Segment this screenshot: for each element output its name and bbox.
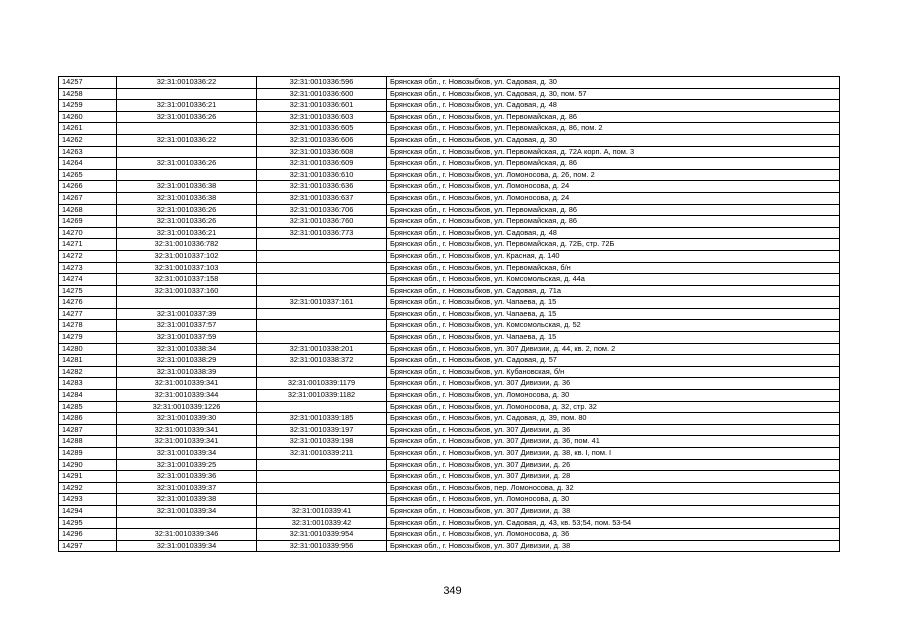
parcel-cadastral-number-cell: 32:31:0010339:341 <box>117 378 257 390</box>
object-cadastral-number-cell: 32:31:0010336:760 <box>257 216 387 228</box>
object-cadastral-number-cell <box>257 494 387 506</box>
parcel-cadastral-number-cell: 32:31:0010336:782 <box>117 239 257 251</box>
address-cell: Брянская обл., г. Новозыбков, ул. 307 Дивизии, д. 44, кв. 2, пом. 2 <box>387 343 840 355</box>
table-row <box>59 262 840 274</box>
address-cell: Брянская обл., г. Новозыбков, ул. Ломоносова, д. 24 <box>387 181 840 193</box>
parcel-cadastral-number-cell: 32:31:0010337:160 <box>117 285 257 297</box>
row-number-cell: 14284 <box>59 390 117 402</box>
parcel-cadastral-number-cell: 32:31:0010337:57 <box>117 320 257 332</box>
row-number-cell: 14270 <box>59 227 117 239</box>
object-cadastral-number-cell <box>257 320 387 332</box>
address-cell: Брянская обл., г. Новозыбков, ул. 307 Дивизии, д. 38, кв. I, пом. I <box>387 448 840 460</box>
object-cadastral-number-cell: 32:31:0010336:637 <box>257 192 387 204</box>
address-cell: Брянская обл., г. Новозыбков, ул. Красная, д. 140 <box>387 250 840 262</box>
cadastral-table <box>58 76 840 552</box>
table-row <box>59 343 840 355</box>
row-number-cell: 14287 <box>59 424 117 436</box>
address-cell: Брянская обл., г. Новозыбков, ул. Кубановская, б/н <box>387 366 840 378</box>
parcel-cadastral-number-cell: 32:31:0010336:26 <box>117 158 257 170</box>
parcel-cadastral-number-cell: 32:31:0010336:38 <box>117 181 257 193</box>
parcel-cadastral-number-cell: 32:31:0010336:21 <box>117 227 257 239</box>
object-cadastral-number-cell: 32:31:0010336:706 <box>257 204 387 216</box>
parcel-cadastral-number-cell <box>117 517 257 529</box>
parcel-cadastral-number-cell: 32:31:0010339:344 <box>117 390 257 402</box>
parcel-cadastral-number-cell: 32:31:0010336:22 <box>117 134 257 146</box>
table-row <box>59 482 840 494</box>
address-cell: Брянская обл., г. Новозыбков, ул. Первомайская, д. 86 <box>387 204 840 216</box>
object-cadastral-number-cell: 32:31:0010336:600 <box>257 88 387 100</box>
row-number-cell: 14293 <box>59 494 117 506</box>
table-row <box>59 192 840 204</box>
object-cadastral-number-cell: 32:31:0010336:606 <box>257 134 387 146</box>
object-cadastral-number-cell: 32:31:0010339:956 <box>257 540 387 552</box>
parcel-cadastral-number-cell: 32:31:0010339:34 <box>117 540 257 552</box>
row-number-cell: 14265 <box>59 169 117 181</box>
row-number-cell: 14282 <box>59 366 117 378</box>
object-cadastral-number-cell <box>257 308 387 320</box>
parcel-cadastral-number-cell: 32:31:0010336:21 <box>117 100 257 112</box>
parcel-cadastral-number-cell: 32:31:0010339:25 <box>117 459 257 471</box>
parcel-cadastral-number-cell <box>117 88 257 100</box>
parcel-cadastral-number-cell: 32:31:0010338:34 <box>117 343 257 355</box>
row-number-cell: 14274 <box>59 274 117 286</box>
table-row <box>59 436 840 448</box>
row-number-cell: 14290 <box>59 459 117 471</box>
object-cadastral-number-cell: 32:31:0010336:603 <box>257 111 387 123</box>
object-cadastral-number-cell: 32:31:0010336:773 <box>257 227 387 239</box>
row-number-cell: 14283 <box>59 378 117 390</box>
object-cadastral-number-cell <box>257 239 387 251</box>
address-cell: Брянская обл., г. Новозыбков, ул. 307 Дивизии, д. 26 <box>387 459 840 471</box>
object-cadastral-number-cell: 32:31:0010338:201 <box>257 343 387 355</box>
table-row <box>59 111 840 123</box>
table-row <box>59 204 840 216</box>
parcel-cadastral-number-cell: 32:31:0010339:34 <box>117 448 257 460</box>
table-row <box>59 169 840 181</box>
row-number-cell: 14291 <box>59 471 117 483</box>
parcel-cadastral-number-cell: 32:31:0010337:102 <box>117 250 257 262</box>
table-row <box>59 517 840 529</box>
row-number-cell: 14281 <box>59 355 117 367</box>
address-cell: Брянская обл., г. Новозыбков, ул. Садовая, д. 30 <box>387 77 840 89</box>
object-cadastral-number-cell: 32:31:0010337:161 <box>257 297 387 309</box>
row-number-cell: 14276 <box>59 297 117 309</box>
parcel-cadastral-number-cell: 32:31:0010337:158 <box>117 274 257 286</box>
object-cadastral-number-cell <box>257 401 387 413</box>
parcel-cadastral-number-cell: 32:31:0010336:38 <box>117 192 257 204</box>
parcel-cadastral-number-cell: 32:31:0010339:36 <box>117 471 257 483</box>
table-row <box>59 424 840 436</box>
table-row <box>59 401 840 413</box>
parcel-cadastral-number-cell: 32:31:0010339:34 <box>117 505 257 517</box>
address-cell: Брянская обл., г. Новозыбков, ул. Садовая, д. 30, пом. 57 <box>387 88 840 100</box>
row-number-cell: 14264 <box>59 158 117 170</box>
row-number-cell: 14280 <box>59 343 117 355</box>
table-row <box>59 390 840 402</box>
table-row <box>59 366 840 378</box>
table-row <box>59 158 840 170</box>
object-cadastral-number-cell <box>257 274 387 286</box>
row-number-cell: 14258 <box>59 88 117 100</box>
table-row <box>59 274 840 286</box>
parcel-cadastral-number-cell: 32:31:0010336:22 <box>117 77 257 89</box>
table-row <box>59 378 840 390</box>
table-row <box>59 181 840 193</box>
parcel-cadastral-number-cell: 32:31:0010338:29 <box>117 355 257 367</box>
table-row <box>59 250 840 262</box>
object-cadastral-number-cell: 32:31:0010336:636 <box>257 181 387 193</box>
object-cadastral-number-cell: 32:31:0010336:610 <box>257 169 387 181</box>
address-cell: Брянская обл., г. Новозыбков, ул. Первомайская, д. 86 <box>387 216 840 228</box>
address-cell: Брянская обл., г. Новозыбков, пер. Ломоносова, д. 32 <box>387 482 840 494</box>
table-row <box>59 332 840 344</box>
address-cell: Брянская обл., г. Новозыбков, ул. Ломоносова, д. 30 <box>387 494 840 506</box>
address-cell: Брянская обл., г. Новозыбков, ул. Ломоносова, д. 24 <box>387 192 840 204</box>
parcel-cadastral-number-cell: 32:31:0010339:1226 <box>117 401 257 413</box>
row-number-cell: 14278 <box>59 320 117 332</box>
object-cadastral-number-cell <box>257 285 387 297</box>
object-cadastral-number-cell: 32:31:0010336:601 <box>257 100 387 112</box>
address-cell: Брянская обл., г. Новозыбков, ул. 307 Дивизии, д. 36 <box>387 378 840 390</box>
object-cadastral-number-cell <box>257 482 387 494</box>
object-cadastral-number-cell: 32:31:0010336:609 <box>257 158 387 170</box>
object-cadastral-number-cell <box>257 262 387 274</box>
table-row <box>59 355 840 367</box>
address-cell: Брянская обл., г. Новозыбков, ул. Чапаева, д. 15 <box>387 308 840 320</box>
table-row <box>59 529 840 541</box>
table-row <box>59 216 840 228</box>
object-cadastral-number-cell: 32:31:0010336:596 <box>257 77 387 89</box>
address-cell: Брянская обл., г. Новозыбков, ул. Садовая, д. 43, кв. 53;54, пом. 53-54 <box>387 517 840 529</box>
row-number-cell: 14266 <box>59 181 117 193</box>
table-row <box>59 88 840 100</box>
table-row <box>59 413 840 425</box>
object-cadastral-number-cell: 32:31:0010339:197 <box>257 424 387 436</box>
parcel-cadastral-number-cell: 32:31:0010336:26 <box>117 216 257 228</box>
row-number-cell: 14279 <box>59 332 117 344</box>
object-cadastral-number-cell: 32:31:0010339:41 <box>257 505 387 517</box>
address-cell: Брянская обл., г. Новозыбков, ул. Первомайская, д. 86 <box>387 158 840 170</box>
object-cadastral-number-cell <box>257 332 387 344</box>
row-number-cell: 14296 <box>59 529 117 541</box>
object-cadastral-number-cell: 32:31:0010339:211 <box>257 448 387 460</box>
object-cadastral-number-cell <box>257 250 387 262</box>
object-cadastral-number-cell <box>257 459 387 471</box>
table-row <box>59 146 840 158</box>
address-cell: Брянская обл., г. Новозыбков, ул. Первомайская, д. 86, пом. 2 <box>387 123 840 135</box>
address-cell: Брянская обл., г. Новозыбков, ул. Первомайская, б/н <box>387 262 840 274</box>
address-cell: Брянская обл., г. Новозыбков, ул. Чапаева, д. 15 <box>387 297 840 309</box>
parcel-cadastral-number-cell: 32:31:0010339:30 <box>117 413 257 425</box>
address-cell: Брянская обл., г. Новозыбков, ул. Первомайская, д. 72А корп. А, пом. 3 <box>387 146 840 158</box>
address-cell: Брянская обл., г. Новозыбков, ул. Садовая, д. 48 <box>387 227 840 239</box>
parcel-cadastral-number-cell: 32:31:0010336:26 <box>117 111 257 123</box>
table-row <box>59 459 840 471</box>
row-number-cell: 14257 <box>59 77 117 89</box>
row-number-cell: 14295 <box>59 517 117 529</box>
object-cadastral-number-cell: 32:31:0010339:1182 <box>257 390 387 402</box>
address-cell: Брянская обл., г. Новозыбков, ул. Первомайская, д. 72Б, стр. 72Б <box>387 239 840 251</box>
address-cell: Брянская обл., г. Новозыбков, ул. Садовая, д. 71а <box>387 285 840 297</box>
table-row <box>59 320 840 332</box>
address-cell: Брянская обл., г. Новозыбков, ул. 307 Дивизии, д. 28 <box>387 471 840 483</box>
row-number-cell: 14292 <box>59 482 117 494</box>
address-cell: Брянская обл., г. Новозыбков, ул. 307 Дивизии, д. 38 <box>387 505 840 517</box>
table-row <box>59 227 840 239</box>
object-cadastral-number-cell <box>257 366 387 378</box>
object-cadastral-number-cell: 32:31:0010339:1179 <box>257 378 387 390</box>
parcel-cadastral-number-cell: 32:31:0010339:37 <box>117 482 257 494</box>
object-cadastral-number-cell: 32:31:0010338:372 <box>257 355 387 367</box>
row-number-cell: 14297 <box>59 540 117 552</box>
table-row <box>59 494 840 506</box>
parcel-cadastral-number-cell: 32:31:0010339:341 <box>117 436 257 448</box>
row-number-cell: 14267 <box>59 192 117 204</box>
row-number-cell: 14294 <box>59 505 117 517</box>
table-row <box>59 308 840 320</box>
table-row <box>59 239 840 251</box>
table-row <box>59 100 840 112</box>
row-number-cell: 14272 <box>59 250 117 262</box>
table-row <box>59 471 840 483</box>
row-number-cell: 14285 <box>59 401 117 413</box>
address-cell: Брянская обл., г. Новозыбков, ул. Садовая, д. 39, пом. 80 <box>387 413 840 425</box>
parcel-cadastral-number-cell <box>117 169 257 181</box>
table-row <box>59 540 840 552</box>
address-cell: Брянская обл., г. Новозыбков, ул. Ломоносова, д. 36 <box>387 529 840 541</box>
row-number-cell: 14261 <box>59 123 117 135</box>
address-cell: Брянская обл., г. Новозыбков, ул. Садовая, д. 48 <box>387 100 840 112</box>
object-cadastral-number-cell: 32:31:0010339:185 <box>257 413 387 425</box>
parcel-cadastral-number-cell: 32:31:0010338:39 <box>117 366 257 378</box>
object-cadastral-number-cell: 32:31:0010339:954 <box>257 529 387 541</box>
parcel-cadastral-number-cell: 32:31:0010336:26 <box>117 204 257 216</box>
address-cell: Брянская обл., г. Новозыбков, ул. Комсомольская, д. 44а <box>387 274 840 286</box>
parcel-cadastral-number-cell: 32:31:0010339:346 <box>117 529 257 541</box>
row-number-cell: 14269 <box>59 216 117 228</box>
row-number-cell: 14277 <box>59 308 117 320</box>
address-cell: Брянская обл., г. Новозыбков, ул. 307 Дивизии, д. 38 <box>387 540 840 552</box>
table-row <box>59 77 840 89</box>
address-cell: Брянская обл., г. Новозыбков, ул. Ломоносова, д. 26, пом. 2 <box>387 169 840 181</box>
table-row <box>59 123 840 135</box>
table-body <box>59 77 840 552</box>
row-number-cell: 14271 <box>59 239 117 251</box>
address-cell: Брянская обл., г. Новозыбков, ул. Садовая, д. 30 <box>387 134 840 146</box>
parcel-cadastral-number-cell <box>117 297 257 309</box>
table-row <box>59 448 840 460</box>
row-number-cell: 14289 <box>59 448 117 460</box>
parcel-cadastral-number-cell <box>117 146 257 158</box>
page-number: 349 <box>443 585 462 597</box>
object-cadastral-number-cell: 32:31:0010336:608 <box>257 146 387 158</box>
table-row <box>59 297 840 309</box>
row-number-cell: 14288 <box>59 436 117 448</box>
table-row <box>59 285 840 297</box>
parcel-cadastral-number-cell: 32:31:0010337:103 <box>117 262 257 274</box>
address-cell: Брянская обл., г. Новозыбков, ул. Первомайская, д. 86 <box>387 111 840 123</box>
parcel-cadastral-number-cell: 32:31:0010337:39 <box>117 308 257 320</box>
object-cadastral-number-cell: 32:31:0010336:605 <box>257 123 387 135</box>
parcel-cadastral-number-cell: 32:31:0010339:38 <box>117 494 257 506</box>
row-number-cell: 14260 <box>59 111 117 123</box>
address-cell: Брянская обл., г. Новозыбков, ул. 307 Дивизии, д. 36, пом. 41 <box>387 436 840 448</box>
address-cell: Брянская обл., г. Новозыбков, ул. Садовая, д. 57 <box>387 355 840 367</box>
row-number-cell: 14268 <box>59 204 117 216</box>
row-number-cell: 14275 <box>59 285 117 297</box>
address-cell: Брянская обл., г. Новозыбков, ул. Чапаева, д. 15 <box>387 332 840 344</box>
address-cell: Брянская обл., г. Новозыбков, ул. Ломоносова, д. 30 <box>387 390 840 402</box>
table-row <box>59 505 840 517</box>
address-cell: Брянская обл., г. Новозыбков, ул. Ломоносова, д. 32, стр. 32 <box>387 401 840 413</box>
row-number-cell: 14259 <box>59 100 117 112</box>
table-row <box>59 134 840 146</box>
object-cadastral-number-cell <box>257 471 387 483</box>
address-cell: Брянская обл., г. Новозыбков, ул. Комсомольская, д. 52 <box>387 320 840 332</box>
parcel-cadastral-number-cell <box>117 123 257 135</box>
parcel-cadastral-number-cell: 32:31:0010337:59 <box>117 332 257 344</box>
row-number-cell: 14262 <box>59 134 117 146</box>
parcel-cadastral-number-cell: 32:31:0010339:341 <box>117 424 257 436</box>
address-cell: Брянская обл., г. Новозыбков, ул. 307 Дивизии, д. 36 <box>387 424 840 436</box>
object-cadastral-number-cell: 32:31:0010339:42 <box>257 517 387 529</box>
row-number-cell: 14273 <box>59 262 117 274</box>
row-number-cell: 14263 <box>59 146 117 158</box>
object-cadastral-number-cell: 32:31:0010339:198 <box>257 436 387 448</box>
row-number-cell: 14286 <box>59 413 117 425</box>
